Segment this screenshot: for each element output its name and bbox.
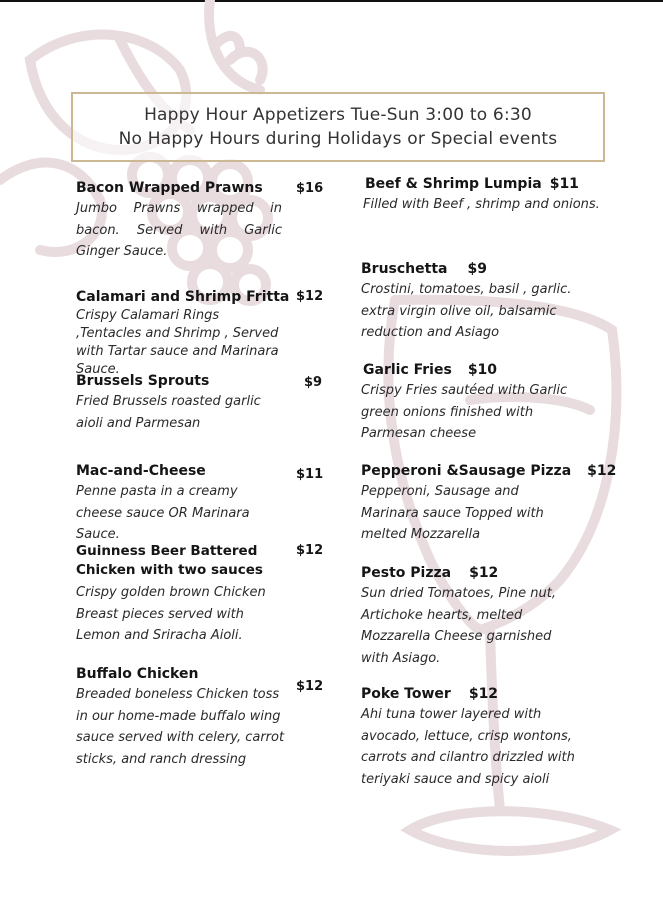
item-price: $12 xyxy=(468,686,499,702)
item-price: $10 xyxy=(467,362,498,378)
item-name-row xyxy=(363,362,578,378)
item-price: $12 xyxy=(587,463,617,479)
item-description: Crispy golden brown Chicken Breast pieces served with Lemon and Sriracha Aioli. xyxy=(76,585,266,643)
item-description: Jumbo Prawns wrapped in bacon. Served with Garlic Ginger Sauce. xyxy=(76,201,282,259)
item-name: Garlic Fries xyxy=(363,362,452,378)
item-description: Crostini, tomatoes, basil , garlic. extra virgin olive oil, balsamic reduction and Asiago xyxy=(361,282,572,340)
item-name: Beef & Shrimp Lumpia xyxy=(365,176,542,192)
item-name: Poke Tower xyxy=(361,686,451,702)
item-price: $9 xyxy=(304,375,323,390)
item-description: Fried Brussels roasted garlic aioli and Parmesan xyxy=(76,394,261,431)
item-price: $12 xyxy=(469,565,499,581)
menu-item-calamari-and-shrimp-fritta xyxy=(76,289,290,379)
menu-item-bruschetta xyxy=(361,261,576,344)
item-name: Pepperoni &Sausage Pizza xyxy=(361,463,572,479)
menu-item-beef-and-shrimp-lumpia xyxy=(363,176,623,216)
item-description: Filled with Beef , shrimp and onions. xyxy=(363,197,600,212)
item-description: Sun dried Tomatoes, Pine nut, Artichoke hearts, melted Mozzarella Cheese garnished with Asiago. xyxy=(361,586,556,666)
item-description: Pepperoni, Sausage and Marinara sauce Topped with melted Mozzarella xyxy=(361,484,544,542)
item-description: Crispy Fries sautéed with Garlic green onions finished with Parmesan cheese xyxy=(361,383,568,441)
item-name: Calamari and Shrimp Fritta xyxy=(76,289,290,305)
menu-item-buffalo-chicken xyxy=(76,666,286,770)
item-name: Guinness Beer Battered Chicken with two sauces xyxy=(76,543,263,578)
item-name-row xyxy=(365,176,623,192)
menu-item-pepperoni-and-sausage-pizza xyxy=(361,463,621,546)
item-description: Crispy Calamari Rings ,Tentacles and Shrimp , Served with Tartar sauce and Marinara Sauce. xyxy=(76,308,279,377)
header-line-2: No Happy Hours during Holidays or Special events xyxy=(118,129,558,149)
menu-item-guinness-beer-battered-chicken xyxy=(76,542,286,647)
item-name-row xyxy=(361,261,576,277)
item-name: Mac-and-Cheese xyxy=(76,463,206,479)
header-line-1: Happy Hour Appetizers Tue-Sun 3:00 to 6:30 xyxy=(144,105,532,125)
item-name: Bacon Wrapped Prawns xyxy=(76,180,263,196)
item-price: $9 xyxy=(467,261,487,277)
item-price: $11 xyxy=(296,467,324,482)
item-price: $12 xyxy=(296,679,324,694)
menu-item-pesto-pizza xyxy=(361,565,581,669)
menu-item-brussels-sprouts xyxy=(76,373,286,434)
item-price: $12 xyxy=(296,543,324,558)
item-name: Pesto Pizza xyxy=(361,565,452,581)
item-description: Penne pasta in a creamy cheese sauce OR Marinara Sauce. xyxy=(76,484,250,542)
menu-item-bacon-wrapped-prawns xyxy=(76,180,282,263)
item-description: Breaded boneless Chicken toss in our home-made buffalo wing sauce served with celery, carrot sticks, and ranch dressing xyxy=(76,687,285,767)
item-price: $12 xyxy=(296,289,324,304)
item-price: $11 xyxy=(549,176,579,192)
menu-item-poke-tower xyxy=(361,686,581,790)
item-name-row xyxy=(361,463,621,479)
menu-item-mac-and-cheese xyxy=(76,463,286,546)
happy-hour-header-box xyxy=(71,92,605,162)
item-name: Buffalo Chicken xyxy=(76,666,199,682)
item-name: Bruschetta xyxy=(361,261,448,277)
item-price: $16 xyxy=(296,181,324,196)
menu-item-garlic-fries xyxy=(363,362,578,445)
item-name: Brussels Sprouts xyxy=(76,373,210,389)
item-description: Ahi tuna tower layered with avocado, lettuce, crisp wontons, carrots and cilantro drizzled with teriyaki sauce and spicy aioli xyxy=(361,707,575,787)
item-name-row xyxy=(361,565,581,581)
item-name-row xyxy=(361,686,581,702)
